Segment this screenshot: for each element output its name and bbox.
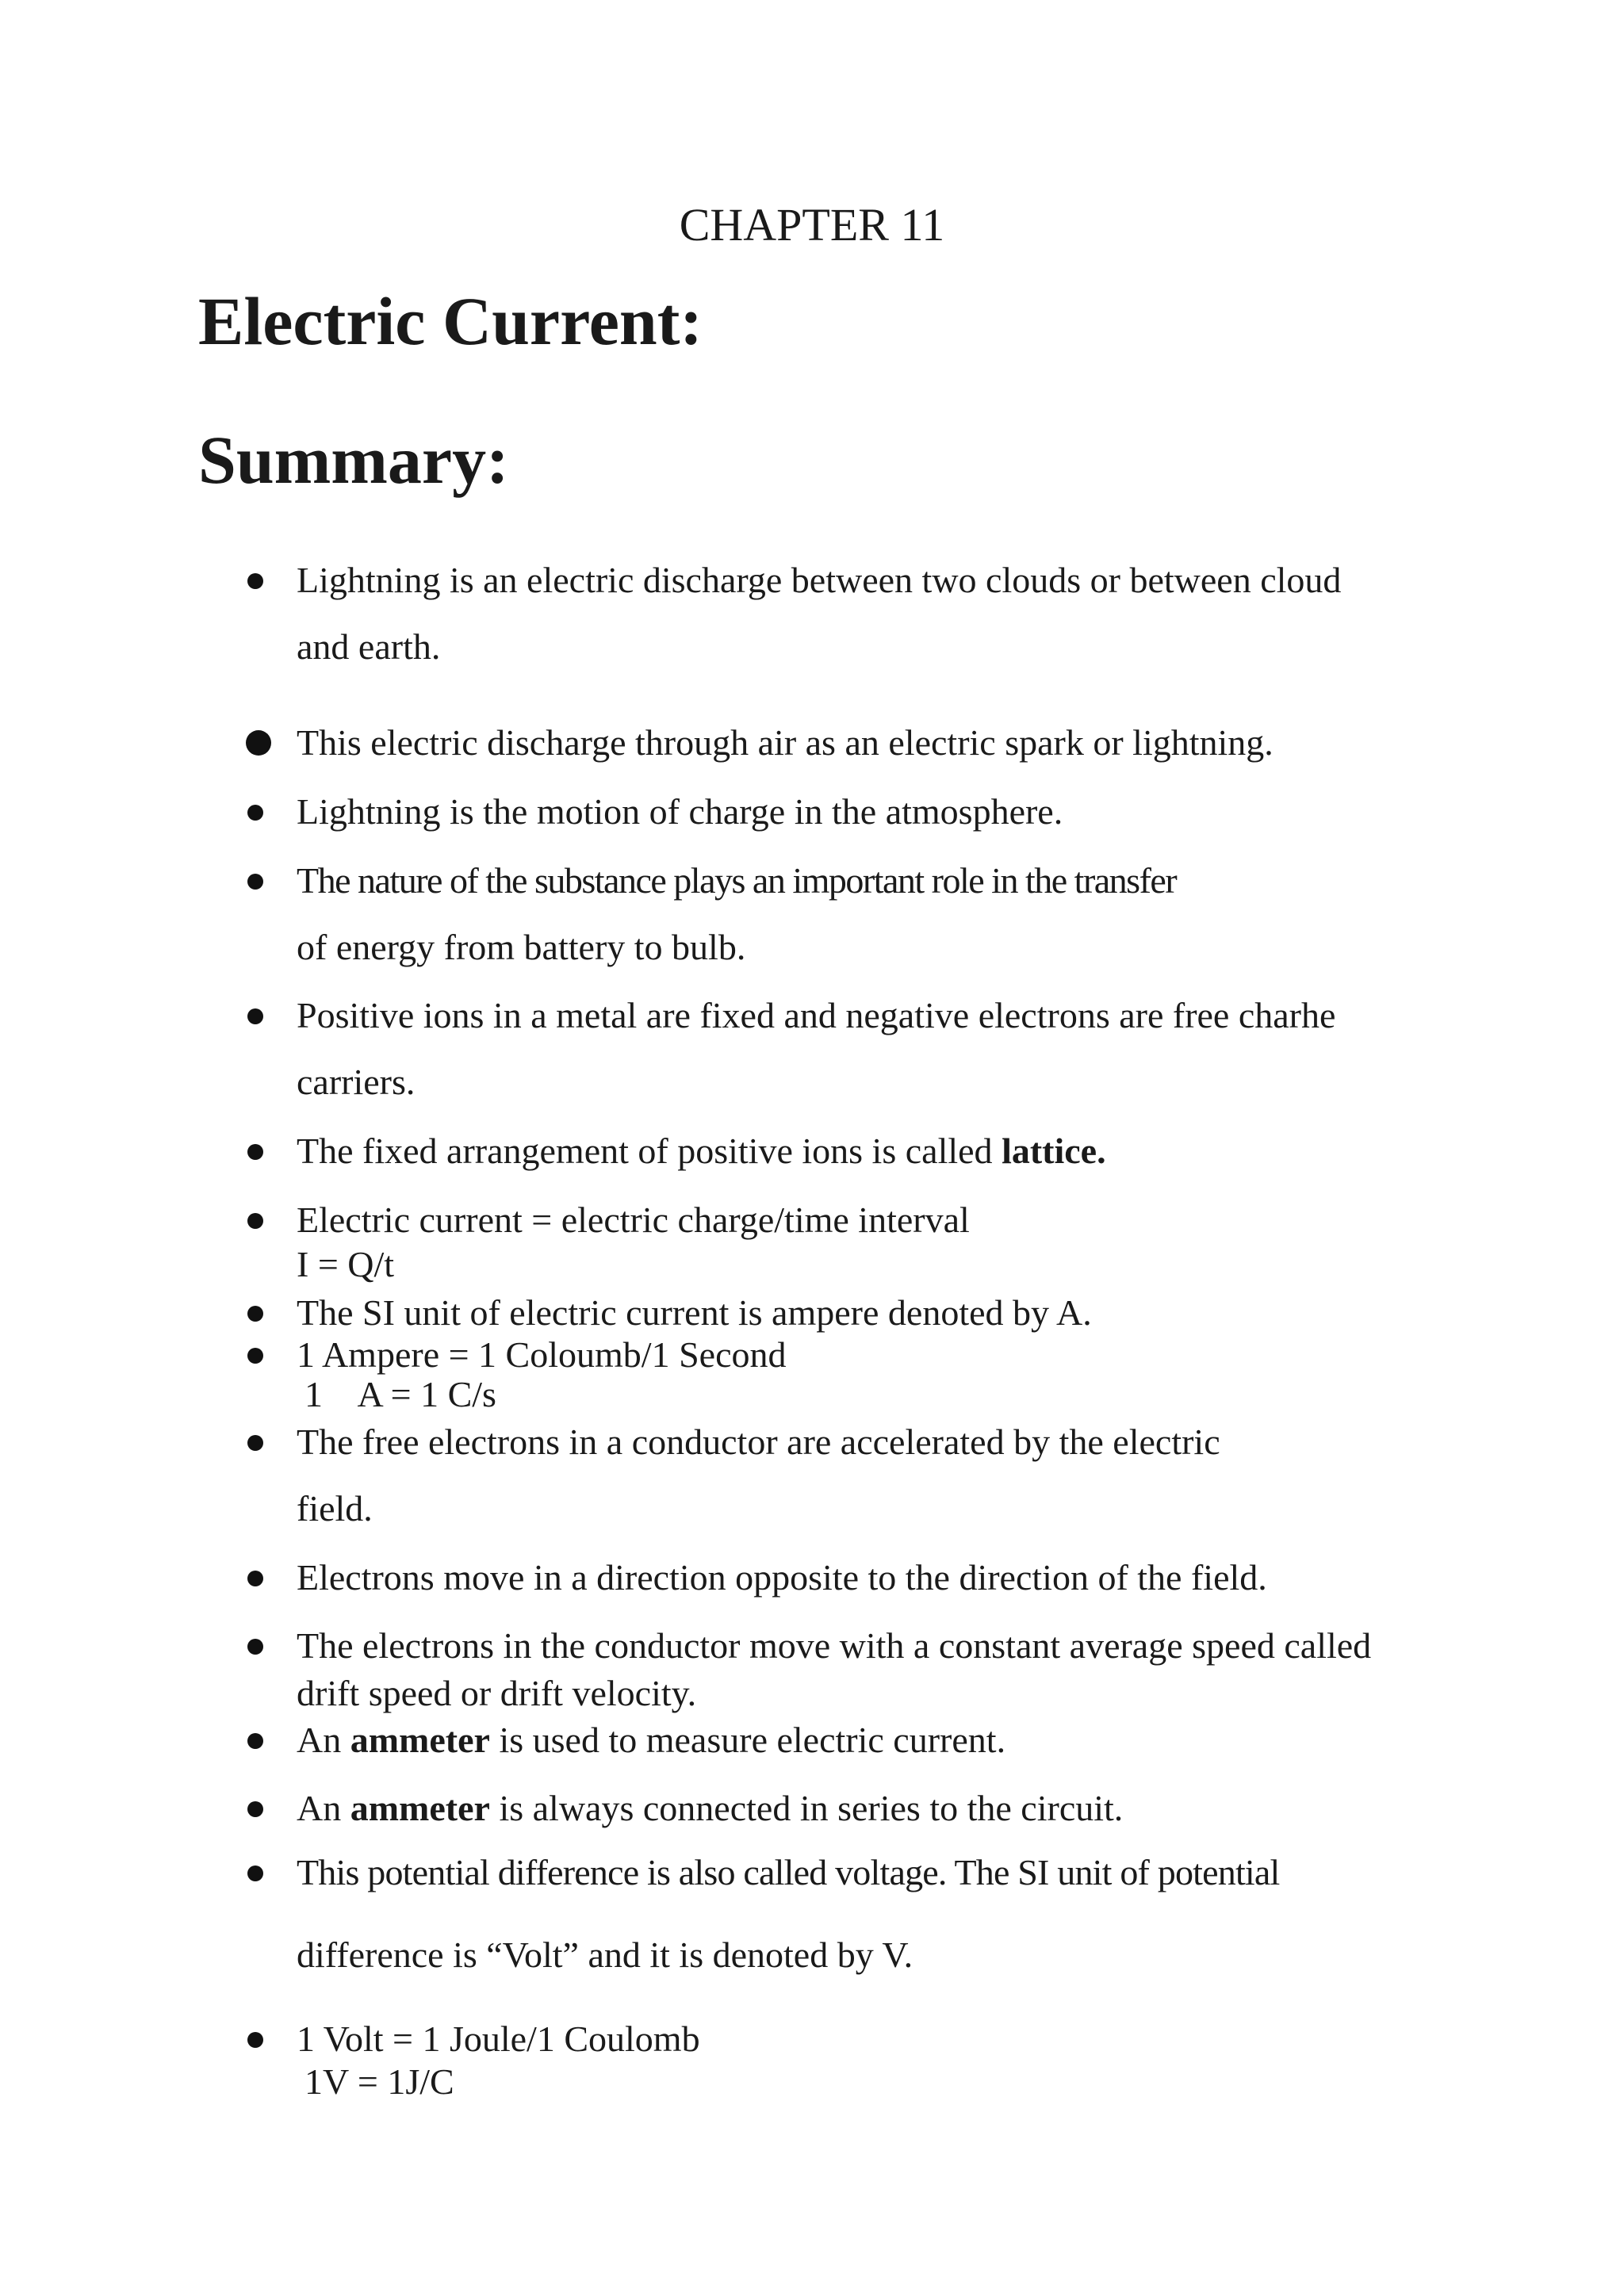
item-text: Positive ions in a metal are fixed and negative electrons are free charhe: [297, 995, 1336, 1035]
item-text: 1 Ampere = 1 Coloumb/1 Second: [297, 1334, 787, 1375]
bullet-icon: [247, 1306, 263, 1322]
bullet-icon: [247, 805, 263, 821]
bullet-icon: [247, 1348, 263, 1364]
item-text: The electrons in the conductor move with a constant average speed called: [297, 1625, 1372, 1666]
item-text-plain: An: [297, 1788, 350, 1828]
item-text-cont: drift speed or drift velocity.: [297, 1673, 697, 1713]
chapter-label: CHAPTER 11: [679, 199, 945, 251]
bullet-icon: [247, 2032, 263, 2048]
formula: I = Q/t: [297, 1244, 395, 1284]
item-text: [297, 1133, 1106, 1169]
bullet-icon: [247, 1801, 263, 1817]
bullet-icon: [247, 1571, 263, 1586]
item-text-plain: is always connected in series to the circuit.: [489, 1788, 1124, 1828]
bullet-icon: [247, 1733, 263, 1749]
page-title: Electric Current:: [198, 283, 703, 359]
item-text: Electric current = electric charge/time interval: [297, 1200, 970, 1240]
item-text: 1 Volt = 1 Joule/1 Coulomb: [297, 2019, 700, 2059]
item-text-plain: is used to measure electric current.: [489, 1720, 1006, 1760]
item-text: [297, 1722, 1005, 1758]
term-lattice: lattice.: [1002, 1131, 1106, 1171]
item-text: Lightning is the motion of charge in the atmosphere.: [297, 791, 1063, 832]
item-text-cont: field.: [297, 1488, 373, 1529]
item-text: This electric discharge through air as an electric spark or lightning.: [297, 722, 1274, 763]
bullet-icon: [247, 1008, 263, 1024]
bullet-icon: [247, 1213, 263, 1229]
item-text-cont: carriers.: [297, 1062, 416, 1102]
formula: 1 A = 1 C/s: [304, 1374, 496, 1414]
item-text: The free electrons in a conductor are accelerated by the electric: [297, 1422, 1220, 1462]
bullet-icon: [247, 874, 263, 890]
bullet-icon: [247, 573, 263, 589]
item-text-cont: of energy from battery to bulb.: [297, 927, 746, 967]
formula: 1V = 1J/C: [304, 2061, 454, 2102]
item-text-plain: An: [297, 1720, 350, 1760]
item-text: Lightning is an electric discharge between two clouds or between cloud: [297, 560, 1342, 600]
bullet-icon: [247, 1866, 263, 1881]
item-text: The SI unit of electric current is ampere denoted by A.: [297, 1292, 1092, 1333]
item-text: [297, 1790, 1123, 1827]
term-ammeter: ammeter: [350, 1720, 490, 1760]
item-text: The nature of the substance plays an important role in the transfer: [297, 860, 1177, 901]
summary-heading: Summary:: [198, 422, 509, 498]
bullet-icon: [246, 730, 271, 756]
item-text: Electrons move in a direction opposite to the direction of the field.: [297, 1557, 1267, 1598]
item-text: This potential difference is also called voltage. The SI unit of potential: [297, 1852, 1280, 1892]
item-text-cont: and earth.: [297, 626, 441, 667]
term-ammeter: ammeter: [350, 1788, 490, 1828]
bullet-icon: [247, 1144, 263, 1160]
item-text-cont: difference is “Volt” and it is denoted by V.: [297, 1934, 914, 1975]
bullet-icon: [247, 1435, 263, 1451]
item-text-plain: The fixed arrangement of positive ions is called: [297, 1131, 1002, 1171]
bullet-icon: [247, 1639, 263, 1655]
